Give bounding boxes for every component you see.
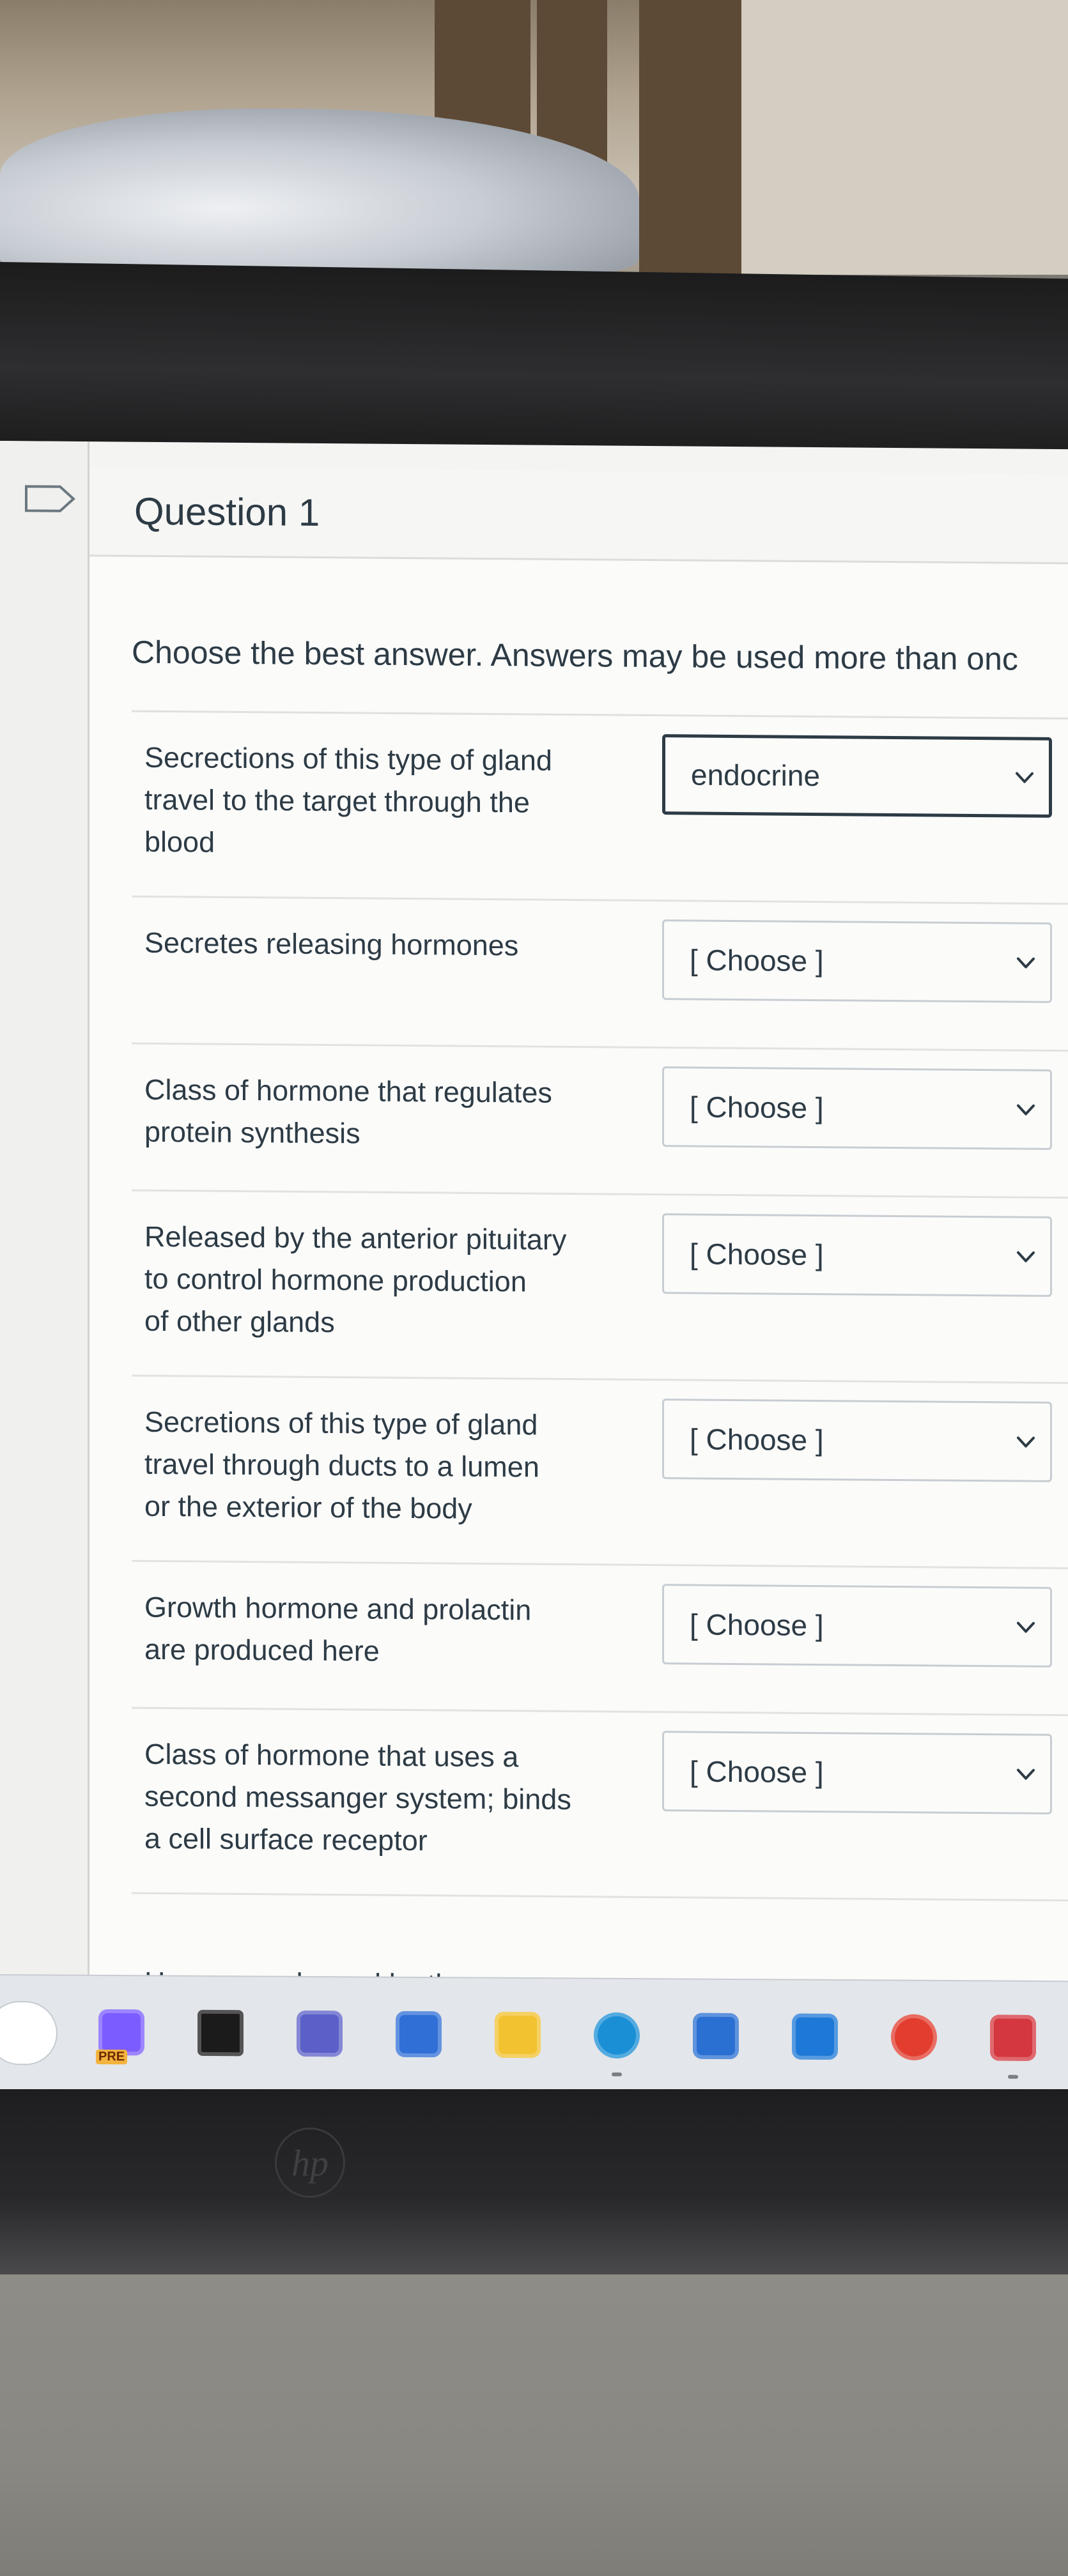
flag-question-icon[interactable] — [24, 484, 75, 513]
app-icon[interactable] — [981, 2005, 1045, 2070]
match-row — [132, 1377, 1068, 1570]
chevron-down-icon — [1013, 1243, 1039, 1269]
running-indicator — [612, 2073, 622, 2076]
match-prompt-line: of other glands — [144, 1304, 335, 1339]
preview-badge: PRE — [96, 2050, 127, 2064]
question-panel — [89, 467, 1068, 1989]
copilot-icon[interactable] — [89, 2000, 153, 2065]
match-prompt-line: Secrections of this type of gland — [144, 740, 552, 777]
dropdown-value: [ Choose ] — [690, 1607, 824, 1643]
match-prompt-line: are produced here — [144, 1632, 380, 1667]
match-prompt — [144, 922, 592, 967]
question-header — [89, 467, 1068, 564]
chrome-icon[interactable] — [882, 2005, 946, 2069]
help-glyph — [396, 2011, 442, 2057]
match-prompt-line: second messanger system; binds — [144, 1779, 571, 1816]
edge-glyph — [594, 2012, 640, 2058]
chevron-down-icon — [1012, 764, 1037, 790]
match-prompt-line: blood — [144, 825, 215, 859]
cortana-glyph — [792, 2014, 838, 2060]
background-room — [0, 0, 1068, 275]
match-prompt-line: Secretions of this type of gland — [144, 1405, 538, 1441]
match-prompt — [144, 737, 592, 866]
laptop-deck — [0, 2274, 1068, 2576]
match-row — [132, 1709, 1068, 1902]
match-prompt-line: Secretes releasing hormones — [144, 926, 519, 962]
match-prompt — [144, 1586, 592, 1674]
help-icon[interactable] — [387, 2002, 451, 2067]
match-row — [132, 1192, 1068, 1384]
dropdown-value: endocrine — [691, 758, 821, 793]
chevron-down-icon — [1013, 1761, 1039, 1786]
chevron-down-icon — [1013, 1096, 1039, 1122]
running-indicator — [1008, 2075, 1018, 2079]
match-prompt — [144, 1733, 592, 1863]
match-row — [132, 712, 1068, 905]
wall — [703, 0, 1068, 275]
match-prompt-line: Class of hormone that uses a — [144, 1737, 519, 1774]
answer-dropdown[interactable] — [662, 1066, 1052, 1150]
match-prompt-line: to control hormone production — [144, 1262, 527, 1298]
shelf-post — [639, 0, 741, 275]
answer-dropdown[interactable] — [662, 1584, 1052, 1667]
app-glyph — [990, 2014, 1036, 2060]
match-prompt-line: travel through ducts to a lumen — [144, 1447, 539, 1483]
answer-dropdown[interactable] — [662, 919, 1052, 1003]
taskbar — [0, 1974, 1068, 2096]
matching-list — [132, 710, 1068, 1902]
brand-logo: hp — [275, 2128, 345, 2198]
match-prompt-line: protein synthesis — [144, 1115, 360, 1150]
dropdown-value: [ Choose ] — [690, 1754, 824, 1790]
answer-dropdown[interactable] — [662, 1213, 1052, 1297]
task-view-glyph — [197, 2010, 244, 2056]
match-prompt — [144, 1069, 592, 1156]
chevron-down-icon — [1013, 949, 1039, 975]
dropdown-value: [ Choose ] — [690, 1422, 824, 1457]
laptop-bezel-bottom — [0, 2089, 1068, 2274]
match-prompt-line: a cell surface receptor — [144, 1821, 428, 1857]
answer-dropdown[interactable] — [662, 734, 1052, 818]
question-prompt: Choose the best answer. Answers may be used more than onc — [132, 634, 1018, 677]
match-prompt — [144, 1401, 592, 1531]
chevron-down-icon — [1013, 1429, 1039, 1454]
dropdown-value: [ Choose ] — [690, 1237, 824, 1272]
question-gutter — [0, 441, 89, 1981]
laptop-bezel-top — [0, 262, 1068, 470]
match-prompt-line: Released by the anterior pituitary — [144, 1220, 567, 1256]
match-row — [132, 1045, 1068, 1199]
task-view-icon[interactable] — [189, 2001, 252, 2066]
file-explorer-icon[interactable] — [486, 2003, 550, 2067]
teams-glyph — [297, 2011, 343, 2057]
match-prompt-line: Class of hormone that regulates — [144, 1073, 552, 1109]
question-title: Question 1 — [134, 489, 320, 534]
teams-icon[interactable] — [288, 2002, 352, 2066]
dropdown-value: [ Choose ] — [690, 943, 824, 978]
store-glyph — [693, 2013, 739, 2059]
edge-icon[interactable] — [585, 2004, 649, 2068]
match-prompt-line: travel to the target through the — [144, 783, 530, 819]
dropdown-value: [ Choose ] — [690, 1090, 824, 1125]
match-row — [132, 1562, 1068, 1717]
match-prompt — [144, 1216, 592, 1346]
store-icon[interactable] — [684, 2004, 748, 2069]
match-row — [132, 898, 1068, 1052]
screen — [0, 441, 1068, 1989]
chrome-glyph — [891, 2014, 937, 2060]
answer-dropdown[interactable] — [662, 1399, 1052, 1482]
file-explorer-glyph — [495, 2012, 541, 2058]
cortana-icon[interactable] — [783, 2004, 847, 2069]
answer-dropdown[interactable] — [662, 1731, 1052, 1814]
copilot-glyph — [98, 2009, 144, 2055]
chevron-down-icon — [1013, 1614, 1039, 1639]
match-prompt-line: Growth hormone and prolactin — [144, 1590, 532, 1627]
taskbar-search[interactable] — [0, 2001, 58, 2066]
match-prompt-line: or the exterior of the body — [144, 1489, 472, 1525]
